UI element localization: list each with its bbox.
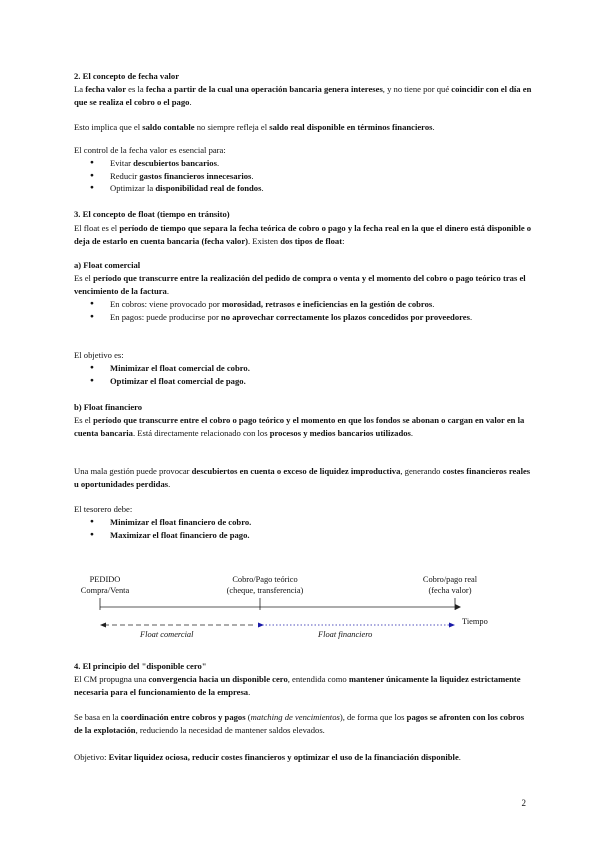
- tesorero-bullets: [90, 516, 520, 541]
- section-2-bullet-list: [90, 157, 520, 195]
- tesorero-label: El tesorero debe:: [74, 504, 133, 514]
- section-4-heading: 4. El principio del "disponible cero": [74, 661, 207, 671]
- list-item: ● En pagos: puede producirse por no aprovechar correctamente los plazos concedidos por proveedores.: [90, 311, 520, 324]
- cobro-pago-real-label: Cobro/pago real (fecha valor): [422, 575, 478, 595]
- list-item: ● Reducir gastos financieros innecesarios.: [90, 170, 520, 183]
- section-3-paragraph-1: El float es el período de tiempo que separa la fecha teórica de cobro o pago y la fecha real en la que el dinero está disponible o deja de estarlo en cuenta bancaria (fecha valor). Existen dos tipos de float:: [74, 223, 532, 246]
- section-2-paragraph-1: La fecha valor es la fecha a partir de la cual una operación bancaria genera intereses, y no tiene por qué coincidir con el día en que se realiza el cobro o el pago.: [74, 84, 532, 107]
- page-number: 2: [521, 798, 526, 808]
- list-item: ● Evitar descubiertos bancarios.: [90, 157, 520, 170]
- tiempo-label: Tiempo: [462, 617, 488, 626]
- list-item: ● Optimizar la disponibilidad real de fondos.: [90, 182, 520, 195]
- section-2-paragraph-2: Esto implica que el saldo contable no siempre refleja el saldo real disponible en términos financieros.: [74, 122, 435, 132]
- axis-arrowhead: [455, 604, 461, 610]
- pedido-label: PEDIDO Compra/Venta: [80, 575, 130, 595]
- span-left-arrow: [100, 623, 106, 628]
- cobro-pago-teorico-label: Cobro/Pago teórico (cheque, transferencia): [226, 575, 304, 595]
- section-4-objective: Objetivo: Evitar liquidez ociosa, reducir costes financieros y optimizar el uso de la financiación disponible.: [74, 752, 461, 762]
- list-item: ● Optimizar el float comercial de pago.: [90, 375, 520, 388]
- float-comercial-label: Float comercial: [140, 630, 194, 639]
- list-item: ● Minimizar el float comercial de cobro.: [90, 362, 520, 375]
- list-item: ● En cobros: viene provocado por morosidad, retrasos e ineficiencias en la gestión de cobros.: [90, 298, 520, 311]
- section-2-heading: 2. El concepto de fecha valor: [74, 71, 180, 81]
- float-financiero-heading: b) Float financiero: [74, 402, 143, 412]
- section-3-heading: 3. El concepto de float (tiempo en tránsito): [74, 209, 230, 219]
- section-4-paragraph-1: El CM propugna una convergencia hacia un disponible cero, entendida como mantener únicamente la liquidez estrictamente necesaria para el funcionamiento de la empresa.: [74, 674, 521, 697]
- float-timeline-diagram: [60, 570, 540, 645]
- list-item: ● Maximizar el float financiero de pago.: [90, 529, 520, 542]
- timeline-svg: [60, 570, 540, 645]
- span-right-arrow: [449, 623, 455, 628]
- float-comercial-heading: a) Float comercial: [74, 260, 141, 270]
- span-mid-arrow: [258, 623, 264, 628]
- float-financiero-paragraph-2: Una mala gestión puede provocar descubiertos en cuenta o exceso de liquidez improductiva, generando costes financieros reales u oportunidades perdidas.: [74, 466, 531, 489]
- objetivo-bullets: [90, 362, 520, 387]
- float-financiero-label: Float financiero: [318, 630, 373, 639]
- list-item: ● Minimizar el float financiero de cobro.: [90, 516, 520, 529]
- float-comercial-bullets: [90, 298, 520, 323]
- section-4-paragraph-2: Se basa en la coordinación entre cobros y pagos (matching de vencimientos), de forma que los pagos se afronten con los cobros de la explotación, reduciendo la necesidad de mantener saldos elevados.: [74, 712, 525, 735]
- section-2-paragraph-3: El control de la fecha valor es esencial para:: [74, 145, 226, 155]
- float-financiero-paragraph-1: Es el período que transcurre entre el cobro o pago teórico y el momento en que los fondos se abonan o cargan en valor en la cuenta bancaria. Está directamente relacionado con los procesos y medios bancarios utilizados.: [74, 415, 525, 438]
- objetivo-label: El objetivo es:: [74, 350, 124, 360]
- float-comercial-paragraph: Es el período que transcurre entre la realización del pedido de compra o venta y el momento del cobro o pago teórico tras el vencimiento de la factura.: [74, 273, 526, 296]
